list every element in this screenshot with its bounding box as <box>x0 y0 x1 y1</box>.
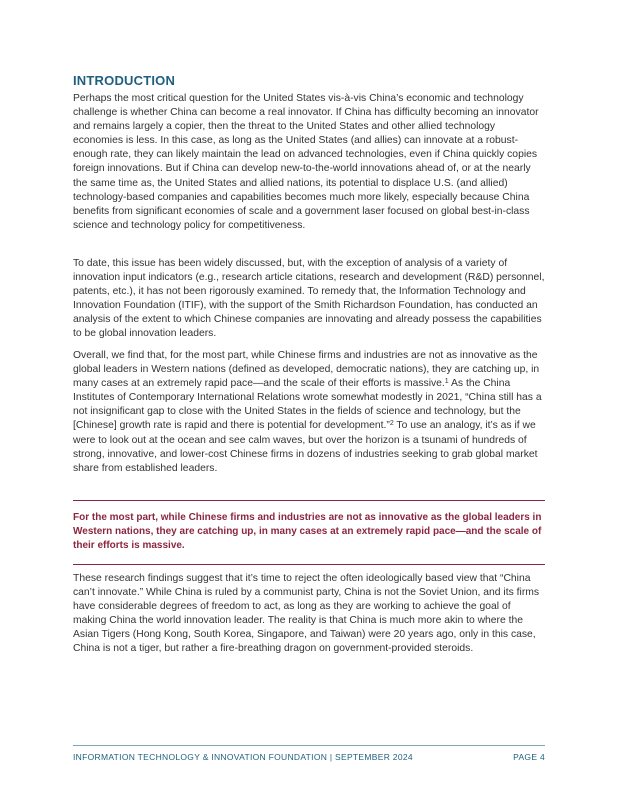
callout-top-rule <box>73 500 545 501</box>
section-heading: INTRODUCTION <box>73 73 176 88</box>
findings-text-part-1: Overall, we find that, for the most part, while Chinese firms and industries are not as innovative as the global leaders in Western nations (defined as developed, democratic nations), they are catching up, in many cases at an extremely rapid pace—and the scale of their efforts is massive. <box>73 350 540 390</box>
footnote-ref-1[interactable]: 1 <box>444 378 449 386</box>
findings-text-part-3: To use an analogy, it’s as if we were to look out at the ocean and see calm waves, but over the horizon is a tsunami of hundreds of strong, innovative, and lower-cost Chinese firms in dozens of industries seeking to grab global market share from established leaders. <box>73 420 538 474</box>
paragraph-intro: Perhaps the most critical question for the United States vis-à-vis China’s economic and technology challenge is whether China can become a real innovator. If China has difficulty becoming an innovator and remains largely a copier, then the threat to the United States and other allied technology economies is less. In this case, as long as the United States (and allies) can innovate at a robust-enough rate, they can likely maintain the lead on advanced technologies, even if China quickly copies foreign innovations. But if China can develop new-to-the-world innovations ahead of, or at the nearly the same time as, the United States and allied nations, its potential to displace U.S. (and allied) technology-based companies and capabilities becomes much more likely, especially because China benefits from significant economies of scale and a government laser focused on global best-in-class science and technology policy for competitiveness. <box>73 93 539 231</box>
paragraph-findings <box>73 349 545 476</box>
callout-bottom-rule <box>73 564 545 565</box>
findings-text-part-2: As the China Institutes of Contemporary International Relations wrote somewhat modestly in 2021, “China still has a not insignificant gap to close with the United States in the fields of science and technology, but the [Chinese] growth rate is rapid and there is potential for development.” <box>73 378 542 432</box>
footer-divider <box>73 745 545 746</box>
page-number: PAGE 4 <box>513 752 545 762</box>
footer-publisher: INFORMATION TECHNOLOGY & INNOVATION FOUNDATION | SEPTEMBER 2024 <box>73 752 413 762</box>
footnote-ref-2[interactable]: 2 <box>389 420 394 428</box>
paragraph-analysis: To date, this issue has been widely discussed, but, with the exception of analysis of a variety of innovation input indicators (e.g., research article citations, research and development (R&D) personnel, patents, etc.), it has not been rigorously examined. To remedy that, the Information Technology and Innovation Foundation (ITIF), with the support of the Smith Richardson Foundation, has conducted an analysis of the extent to which Chinese companies are innovating and already possess the capabilities to be global innovation leaders. <box>73 258 545 340</box>
pull-quote-callout: For the most part, while Chinese firms and industries are not as innovative as the global leaders in Western nations, they are catching up, in many cases at an extremely rapid pace—and the scale of their efforts is massive. <box>73 512 542 551</box>
paragraph-conclusion: These research findings suggest that it’s time to reject the often ideologically based view that “China can’t innovate.” While China is ruled by a communist party, China is not the Soviet Union, and its firms have considerable degrees of freedom to act, as long as they are working to achieve the goal of making China the world innovation leader. The reality is that China is much more akin to where the Asian Tigers (Hong Kong, South Korea, Singapore, and Taiwan) were 20 years ago, only in this case, China is not a tiger, but rather a fire-breathing dragon on government-provided steroids. <box>73 573 540 655</box>
